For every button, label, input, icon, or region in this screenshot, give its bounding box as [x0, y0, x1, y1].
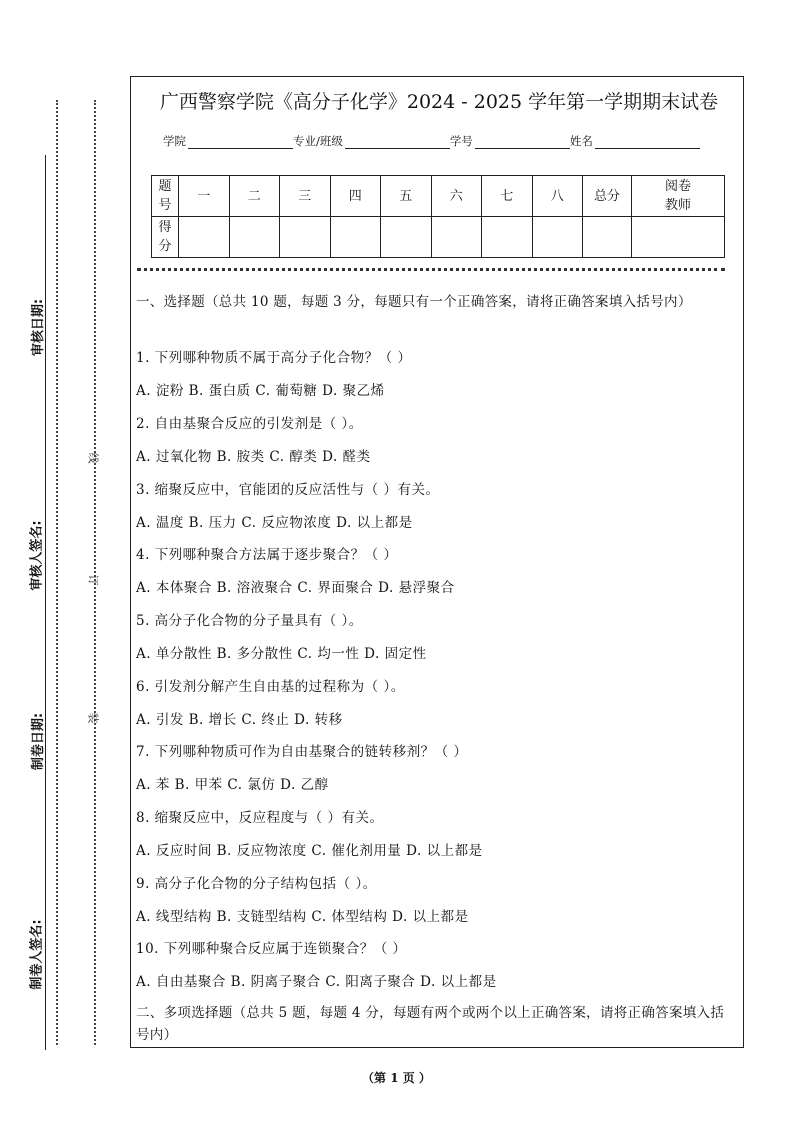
maker-date-label: 制卷日期: — [31, 712, 47, 771]
score-cell[interactable] — [229, 217, 280, 258]
score-cell[interactable] — [482, 217, 533, 258]
score-table-header-row — [152, 176, 725, 217]
college-blank[interactable] — [188, 134, 293, 149]
field-label-name: 姓名 — [569, 134, 593, 148]
maker-sign-label: 制卷人签名: — [29, 919, 45, 990]
score-cell[interactable] — [179, 217, 230, 258]
col-1: 一 — [179, 176, 230, 217]
question-7-options: A. 苯 B. 甲苯 C. 氯仿 D. 乙醇 — [136, 777, 329, 793]
row-label-score: 得 分 — [152, 217, 179, 258]
review-date-label: 审核日期: — [31, 298, 47, 357]
score-cell-grader[interactable] — [632, 217, 725, 258]
col-grader: 阅卷 教师 — [632, 176, 725, 217]
student-info-row — [163, 133, 700, 149]
question-8: 8. 缩聚反应中，反应程度与（ ）有关。 — [136, 810, 384, 826]
score-cell[interactable] — [280, 217, 331, 258]
score-cell[interactable] — [431, 217, 482, 258]
question-4-options: A. 本体聚合 B. 溶液聚合 C. 界面聚合 D. 悬浮聚合 — [136, 580, 455, 596]
major-class-blank[interactable] — [345, 134, 450, 149]
student-id-blank[interactable] — [475, 134, 570, 149]
score-cell[interactable] — [532, 217, 583, 258]
col-3: 三 — [280, 176, 331, 217]
col-8: 八 — [532, 176, 583, 217]
exam-title: 广西警察学院《高分子化学》2024 - 2025 学年第一学期期末试卷 — [159, 91, 719, 113]
col-5: 五 — [381, 176, 432, 217]
question-1: 1. 下列哪种物质不属于高分子化合物？（ ） — [136, 350, 412, 366]
question-7: 7. 下列哪种物质可作为自由基聚合的链转移剂？（ ） — [136, 744, 468, 760]
question-8-options: A. 反应时间 B. 反应物浓度 C. 催化剂用量 D. 以上都是 — [136, 843, 483, 859]
binding-char-line: 线 — [86, 452, 100, 464]
col-2: 二 — [229, 176, 280, 217]
margin-solid-line — [45, 155, 46, 1050]
field-label-college: 学院 — [163, 134, 186, 148]
col-total: 总分 — [583, 176, 632, 217]
question-10-options: A. 自由基聚合 B. 阴离子聚合 C. 阳离子聚合 D. 以上都是 — [136, 974, 497, 990]
name-blank[interactable] — [595, 134, 700, 149]
section1-heading: 一、选择题（总共 10 题，每题 3 分，每题只有一个正确答案，请将正确答案填入括号内） — [136, 294, 692, 310]
margin-dotted-line-left — [56, 100, 58, 1045]
question-9-options: A. 线型结构 B. 支链型结构 C. 体型结构 D. 以上都是 — [136, 909, 469, 925]
question-3: 3. 缩聚反应中，官能团的反应活性与（ ）有关。 — [136, 482, 440, 498]
reviewer-sign-label: 审核人签名: — [29, 520, 45, 591]
score-table — [151, 175, 725, 258]
binding-char-zhuang: 装 — [86, 712, 100, 724]
section2-heading: 二、多项选择题（总共 5 题，每题 4 分，每题有两个或两个以上正确答案，请将正确答案填入括号内） — [136, 1005, 725, 1043]
question-3-options: A. 温度 B. 压力 C. 反应物浓度 D. 以上都是 — [136, 515, 413, 531]
question-6: 6. 引发剂分解产生自由基的过程称为（ ）。 — [136, 679, 405, 695]
question-6-options: A. 引发 B. 增长 C. 终止 D. 转移 — [136, 712, 343, 728]
question-5: 5. 高分子化合物的分子量具有（ ）。 — [136, 613, 363, 629]
score-cell-total[interactable] — [583, 217, 632, 258]
question-1-options: A. 淀粉 B. 蛋白质 C. 葡萄糖 D. 聚乙烯 — [136, 383, 385, 399]
field-label-major-class: 专业/班级 — [293, 134, 343, 148]
dotted-separator — [137, 268, 725, 271]
row-label-question-no: 题 号 — [152, 176, 179, 217]
score-cell[interactable] — [381, 217, 432, 258]
question-9: 9. 高分子化合物的分子结构包括（ ）。 — [136, 876, 377, 892]
margin-dotted-line-right — [94, 100, 96, 1045]
exam-frame — [130, 76, 744, 1048]
page-number: （第 1 页 ） — [362, 1071, 431, 1085]
question-5-options: A. 单分散性 B. 多分散性 C. 均一性 D. 固定性 — [136, 646, 427, 662]
col-6: 六 — [431, 176, 482, 217]
question-10: 10. 下列哪种聚合反应属于连锁聚合？（ ） — [136, 941, 407, 957]
col-4: 四 — [330, 176, 381, 217]
col-7: 七 — [482, 176, 533, 217]
score-table-score-row — [152, 217, 725, 258]
question-2-options: A. 过氧化物 B. 胺类 C. 醇类 D. 醛类 — [136, 449, 371, 465]
score-cell[interactable] — [330, 217, 381, 258]
question-4: 4. 下列哪种聚合方法属于逐步聚合？（ ） — [136, 547, 398, 563]
field-label-student-id: 学号 — [449, 134, 473, 148]
binding-char-ding: 订 — [86, 574, 100, 586]
question-2: 2. 自由基聚合反应的引发剂是（ ）。 — [136, 416, 363, 432]
